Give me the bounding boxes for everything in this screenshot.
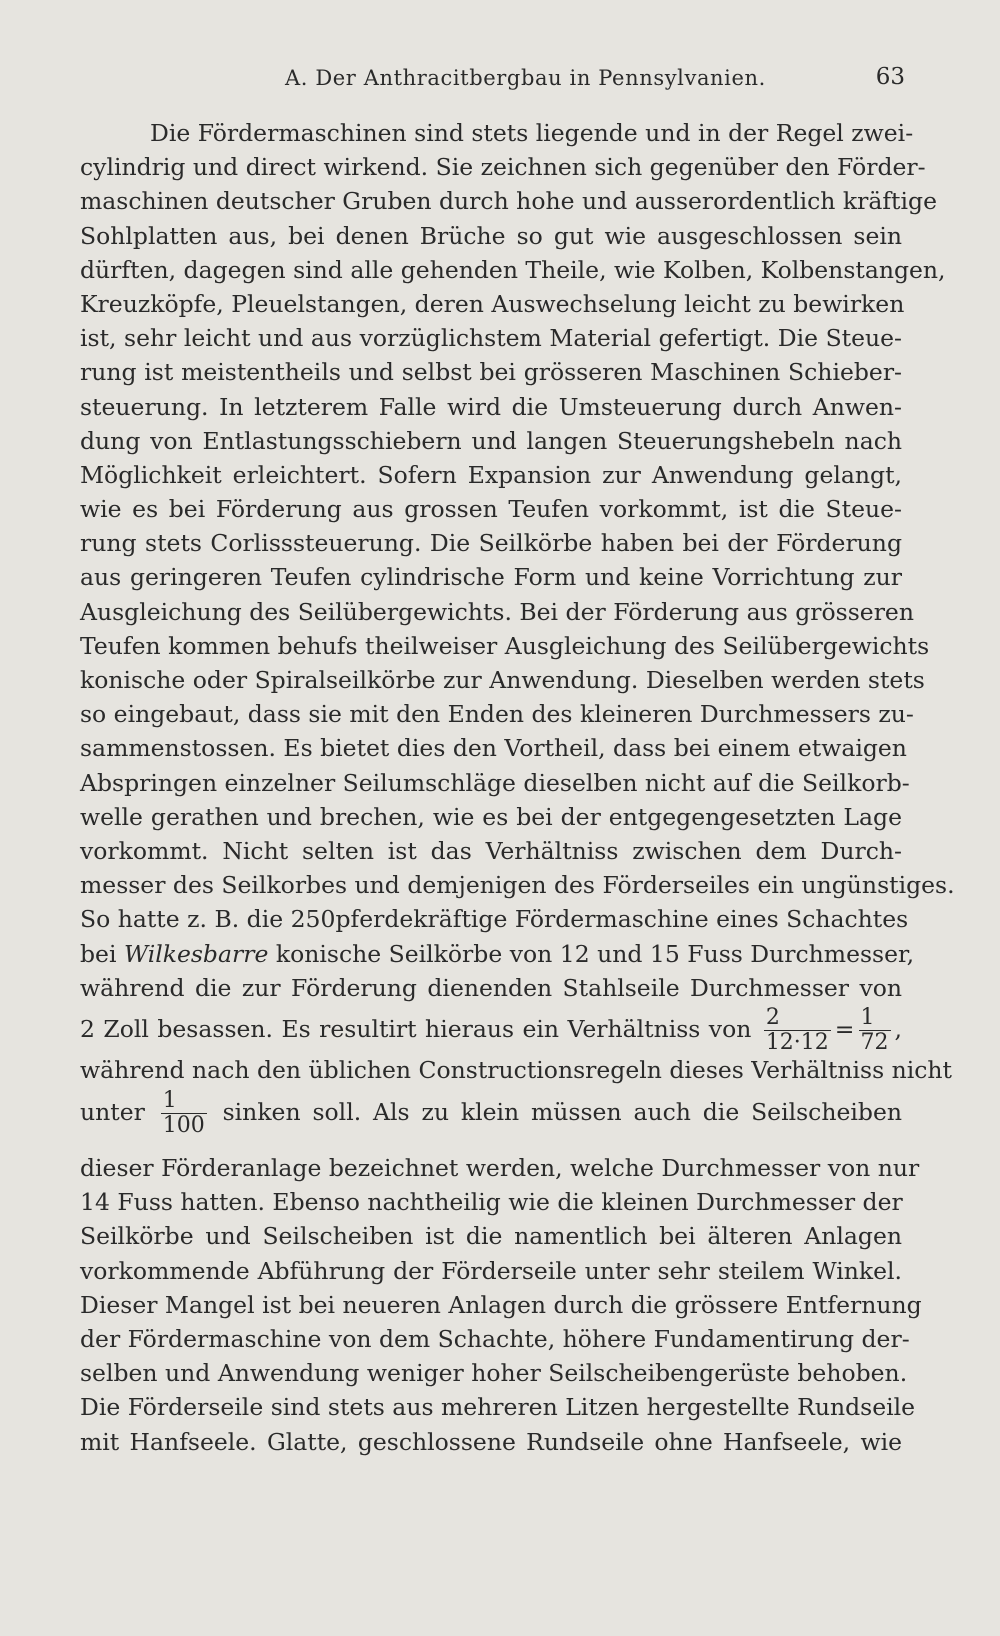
text-line: Möglichkeit erleichtert. Sofern Expansion zur Anwendung gelangt, [80, 460, 902, 489]
fraction-numerator: 1 [162, 1088, 177, 1114]
text-line: Dieser Mangel ist bei neueren Anlagen durch die grössere Entfernung [80, 1290, 922, 1319]
text-line: Ausgleichung des Seilübergewichts. Bei der Förderung aus grösseren [80, 597, 914, 626]
text-segment: 2 Zoll besassen. Es resultirt hieraus ein Verhältniss von [80, 1014, 752, 1043]
text-line: aus geringeren Teufen cylindrische Form und keine Vorrichtung zur [80, 563, 902, 592]
text-line: vorkommt. Nicht selten ist das Verhältniss zwischen dem Durch- [80, 836, 902, 865]
text-line: cylindrig und direct wirkend. Sie zeichnen sich gegenüber den Förder- [80, 153, 926, 182]
fraction-denominator: 12·12 [765, 1029, 829, 1055]
text-line: selben und Anwendung weniger hoher Seilscheibengerüste behoben. [80, 1359, 908, 1388]
text-line-unter [80, 1087, 902, 1151]
fraction-limit [161, 1089, 207, 1138]
text-segment: bei [80, 939, 117, 968]
fraction-denominator: 100 [162, 1113, 205, 1139]
body-text [80, 116, 955, 1459]
text-line: Sohlplatten aus, bei denen Brüche so gut wie ausgeschlossen sein [80, 221, 902, 250]
text-segment: sinken soll. Als zu klein müssen auch die Seilscheiben [222, 1098, 902, 1127]
text-line: der Fördermaschine von dem Schachte, höhere Fundamentirung der- [80, 1325, 910, 1353]
text-line: rung ist meistentheils und selbst bei grösseren Maschinen Schieber- [80, 358, 902, 387]
fraction-ratio [764, 1006, 831, 1055]
text-line: steuerung. In letzterem Falle wird die Umsteuerung durch Anwen- [80, 392, 902, 421]
text-line: Die Förderseile sind stets aus mehreren Litzen hergestellte Rundseile [80, 1393, 916, 1422]
text-line: wie es bei Förderung aus grossen Teufen vorkommt, ist die Steue- [80, 495, 902, 524]
text-line: rung stets Corlisssteuerung. Die Seilkörbe haben bei der Förderung [80, 529, 902, 558]
fraction-numerator: 1 [860, 1004, 875, 1030]
text-line-wilkesbarre [80, 937, 915, 971]
text-segment: konische Seilkörbe von 12 und 15 Fuss Durchmesser, [275, 939, 915, 968]
text-line: sammenstossen. Es bietet dies den Vortheil, dass bei einem etwaigen [80, 734, 907, 763]
text-line: während die zur Förderung dienenden Stahlseile Durchmesser von [80, 973, 902, 1002]
text-line-ratio [80, 1005, 902, 1053]
text-line: Kreuzköpfe, Pleuelstangen, deren Auswechselung leicht zu bewirken [80, 289, 905, 318]
text-line: Teufen kommen behufs theilweiser Ausgleichung des Seilübergewichts [80, 631, 930, 660]
text-line: So hatte z. B. die 250pferdekräftige Fördermaschine eines Schachtes [80, 905, 909, 934]
text-line: Die Fördermaschinen sind stets liegende und in der Regel zwei- [150, 119, 914, 147]
text-line: konische oder Spiralseilkörbe zur Anwendung. Dieselben werden stets [80, 666, 925, 694]
fraction-result [859, 1006, 891, 1055]
text-line: messer des Seilkorbes und demjenigen des Förderseiles ein ungünstiges. [80, 871, 955, 900]
text-line: ist, sehr leicht und aus vorzüglichstem Material gefertigt. Die Steue- [80, 324, 902, 353]
page-number: 63 [875, 64, 905, 90]
text-line: dieser Förderanlage bezeichnet werden, welche Durchmesser von nur [80, 1154, 920, 1183]
text-line: so eingebaut, dass sie mit den Enden des kleineren Durchmessers zu- [80, 700, 914, 729]
text-line: vorkommende Abführung der Förderseile unter sehr steilem Winkel. [80, 1256, 902, 1285]
text-line: dürften, dagegen sind alle gehenden Theile, wie Kolben, Kolbenstangen, [80, 255, 946, 284]
text-line: Abspringen einzelner Seilumschläge dieselben nicht auf die Seilkorb- [80, 768, 910, 797]
running-head-title: A. Der Anthracitbergbau in Pennsylvanien. [285, 66, 766, 90]
text-line: Seilkörbe und Seilscheiben ist die namentlich bei älteren Anlagen [80, 1222, 902, 1251]
place-name: Wilkesbarre [123, 939, 269, 968]
fraction-numerator: 2 [765, 1004, 780, 1030]
comma: , [894, 1014, 902, 1043]
text-segment: unter [80, 1098, 145, 1127]
equals-sign: = [834, 1014, 855, 1043]
text-line: dung von Entlastungsschiebern und langen Steuerungshebeln nach [80, 426, 902, 455]
running-head [0, 66, 1000, 100]
text-line: während nach den üblichen Constructionsregeln dieses Verhältniss nicht [80, 1055, 953, 1084]
fraction-denominator: 72 [860, 1029, 889, 1055]
text-line: welle gerathen und brechen, wie es bei der entgegengesetzten Lage [80, 802, 902, 831]
text-line: 14 Fuss hatten. Ebenso nachtheilig wie die kleinen Durchmesser der [80, 1188, 903, 1217]
text-line: maschinen deutscher Gruben durch hohe und ausserordentlich kräftige [80, 187, 937, 216]
text-line: mit Hanfseele. Glatte, geschlossene Rundseile ohne Hanfseele, wie [80, 1427, 902, 1456]
